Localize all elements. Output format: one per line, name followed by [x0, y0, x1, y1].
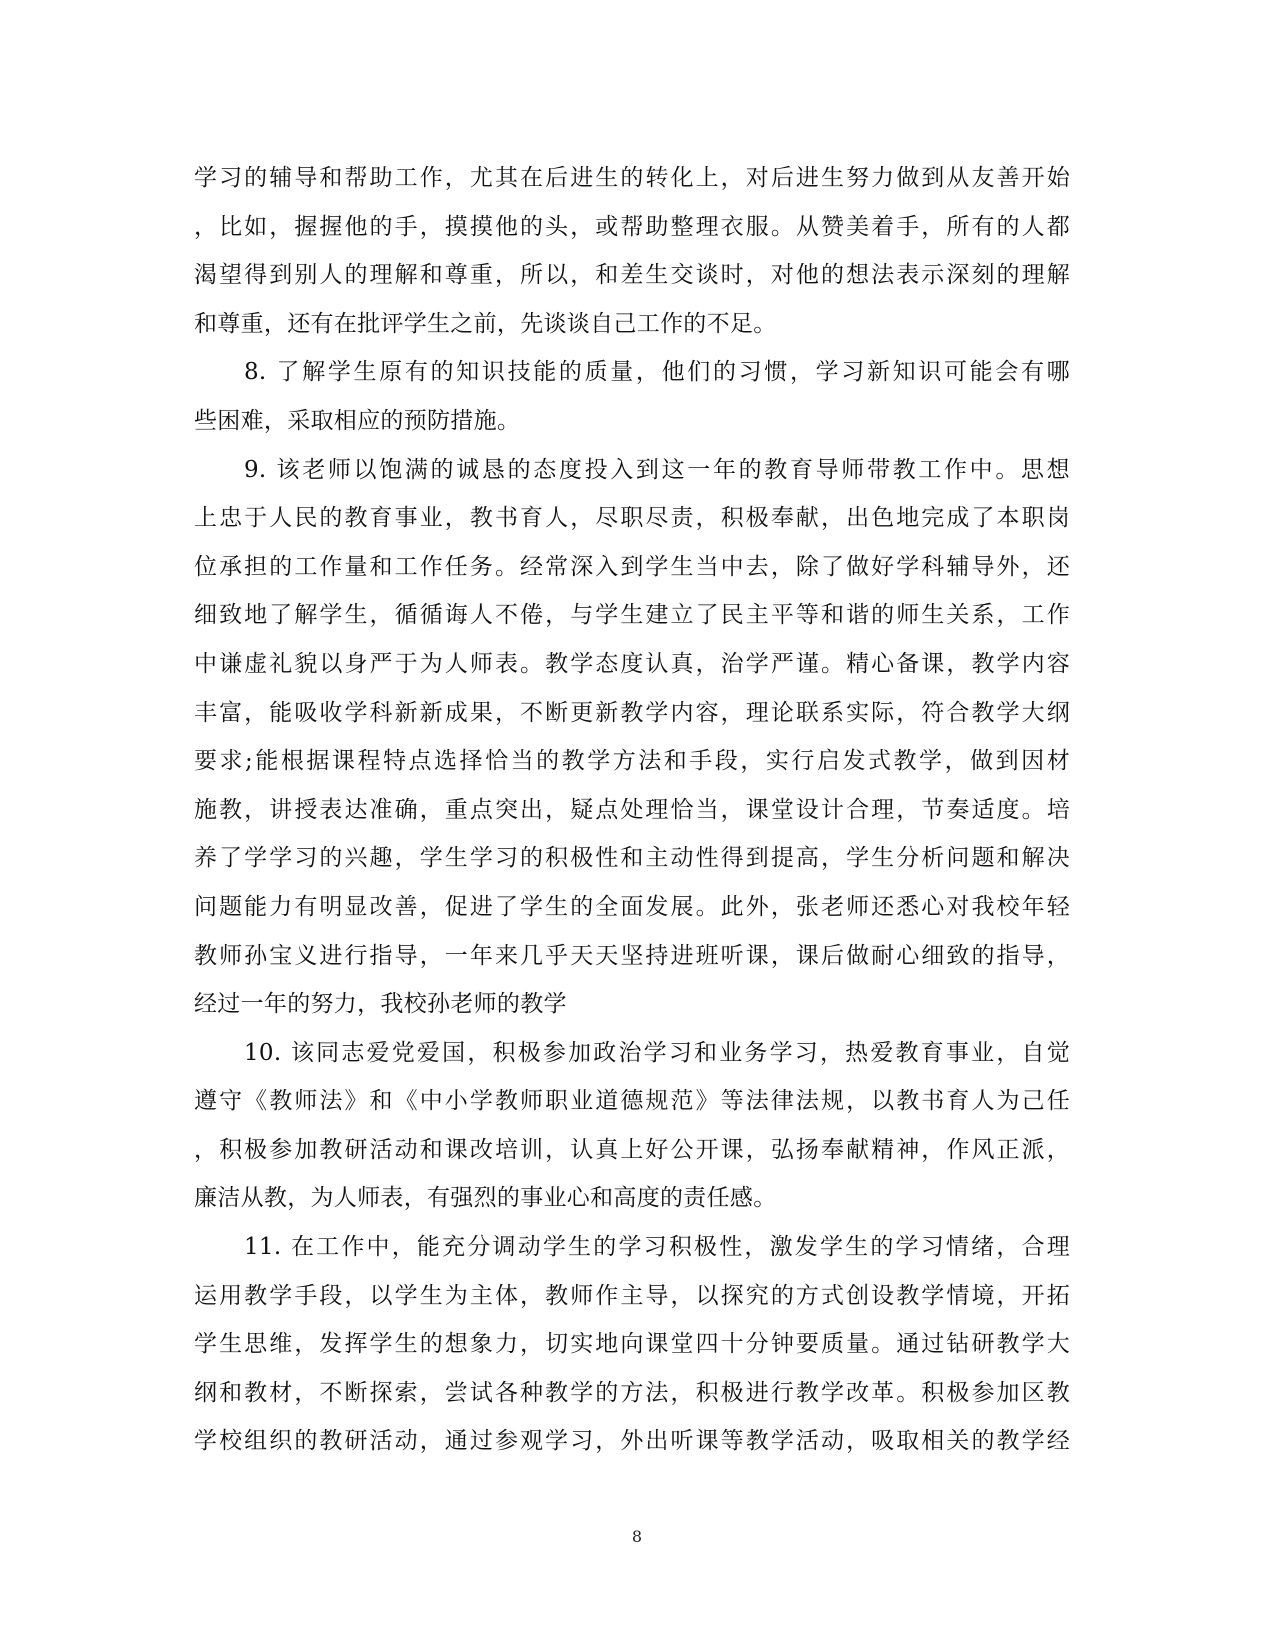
text-line: 运用教学手段，以学生为主体，教师作主导，以探究的方式创设教学情境，开拓 [194, 1282, 1070, 1309]
page-number: 8 [631, 1527, 643, 1546]
document-body [194, 154, 1070, 1466]
text-line: 学校组织的教研活动，通过参观学习，外出听课等教学活动，吸取相关的教学经 [194, 1428, 1070, 1455]
text-line: 中谦虚礼貌以身严于为人师表。教学态度认真，治学严谨。精心备课，教学内容 [194, 650, 1070, 677]
text-line: 施教，讲授表达准确，重点突出，疑点处理恰当，课堂设计合理，节奏适度。培 [194, 796, 1070, 823]
text-line: 位承担的工作量和工作任务。经常深入到学生当中去，除了做好学科辅导外，还 [194, 553, 1070, 580]
text-line: 8. 了解学生原有的知识技能的质量，他们的习惯，学习新知识可能会有哪 [244, 359, 1070, 386]
text-line: 渴望得到别人的理解和尊重，所以，和差生交谈时，对他的想法表示深刻的理解 [194, 262, 1070, 289]
text-line: 学习的辅导和帮助工作，尤其在后进生的转化上，对后进生努力做到从友善开始 [194, 165, 1070, 191]
text-line: 9. 该老师以饱满的诚恳的态度投入到这一年的教育导师带教工作中。思想 [244, 456, 1070, 483]
text-line: 遵守《教师法》和《中小学教师职业道德规范》等法律法规，以教书育人为己任 [194, 1088, 1070, 1115]
text-line: 上忠于人民的教育事业，教书育人，尽职尽责，积极奉献，出色地完成了本职岗 [194, 505, 1070, 532]
text-line: 11. 在工作中，能充分调动学生的学习积极性，激发学生的学习情绪，合理 [244, 1234, 1070, 1261]
text-line: 廉洁从教，为人师表，有强烈的事业心和高度的责任感。 [194, 1185, 777, 1212]
text-line: 经过一年的努力，我校孙老师的教学 [194, 991, 567, 1018]
text-line: 细致地了解学生，循循诲人不倦，与学生建立了民主平等和谐的师生关系，工作 [194, 602, 1070, 629]
text-line: 养了学学习的兴趣，学生学习的积极性和主动性得到提高，学生分析问题和解决 [194, 845, 1070, 872]
text-line: ，比如，握握他的手，摸摸他的头，或帮助整理衣服。从赞美着手，所有的人都 [194, 213, 1070, 240]
text-line: 学生思维，发挥学生的想象力，切实地向课堂四十分钟要质量。通过钻研教学大 [194, 1331, 1070, 1358]
text-line: 丰富，能吸收学科新新成果，不断更新教学内容，理论联系实际，符合教学大纲 [194, 699, 1070, 726]
text-line: 和尊重，还有在批评学生之前，先谈谈自己工作的不足。 [194, 310, 777, 337]
text-line: 些困难，采取相应的预防措施。 [194, 407, 521, 434]
text-line: 问题能力有明显改善，促进了学生的全面发展。此外，张老师还悉心对我校年轻 [194, 893, 1070, 920]
text-line: ，积极参加教研活动和课改培训，认真上好公开课，弘扬奉献精神，作风正派， [194, 1136, 1070, 1163]
text-line: 10. 该同志爱党爱国，积极参加政治学习和业务学习，热爱教育事业，自觉 [244, 1039, 1070, 1066]
text-line: 教师孙宝义进行指导，一年来几乎天天坚持进班听课，课后做耐心细致的指导， [194, 942, 1070, 969]
text-line: 纲和教材，不断探索，尝试各种教学的方法，积极进行教学改革。积极参加区教 [194, 1379, 1070, 1406]
text-line: 要求;能根据课程特点选择恰当的教学方法和手段，实行启发式教学，做到因材 [194, 748, 1070, 775]
